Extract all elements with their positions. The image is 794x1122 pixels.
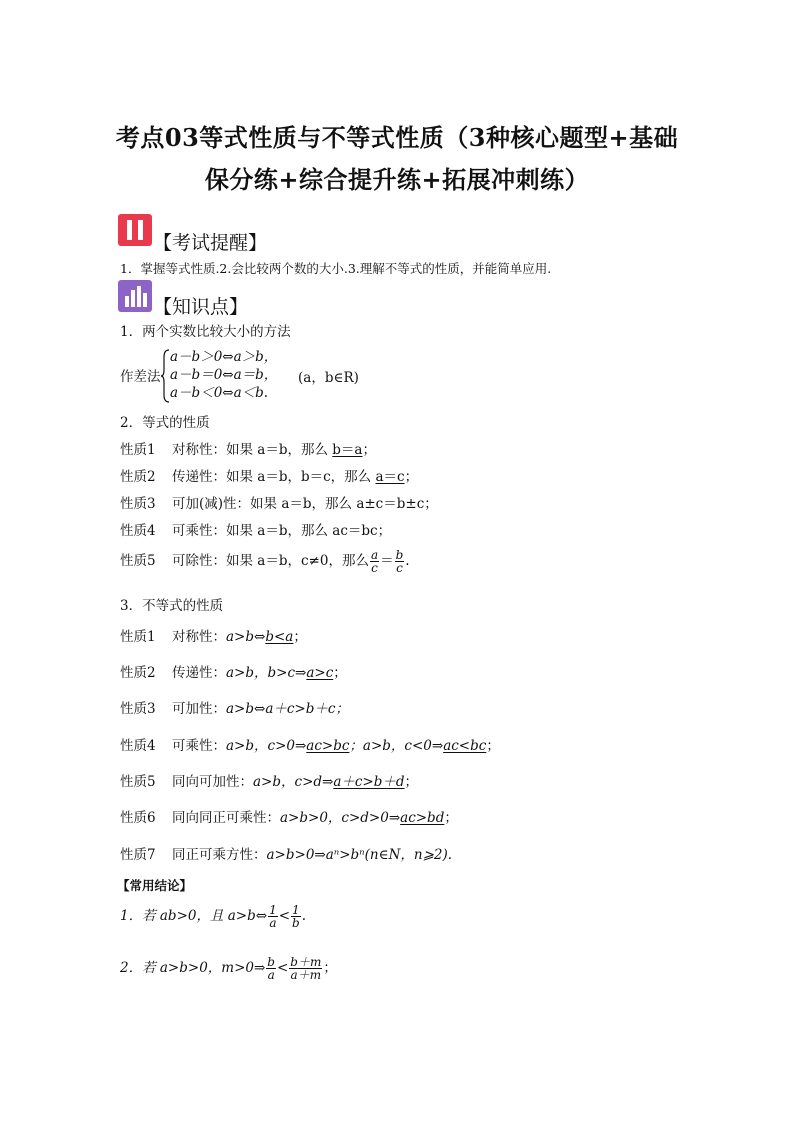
ineq-property-7: [120, 843, 452, 863]
fraction-b-over-c: $\frac{b}{c}$: [395, 548, 404, 575]
equals-sign: ＝: [380, 553, 394, 569]
ineq-property-3: [120, 697, 349, 717]
ineq-property-answer: b<a: [265, 629, 294, 645]
ineq-property-tail: ；: [333, 665, 347, 681]
conclusion-lead: 1．若 ab>0，且 a>b⇔: [120, 908, 268, 924]
document-title-line1: 考点03等式性质与不等式性质（3种核心题型+基础: [115, 123, 679, 152]
cases-list: [170, 348, 277, 402]
ineq-property-tail: ；a>b，c<0⇒: [349, 738, 444, 754]
fraction-a-over-c: $\frac{a}{c}$: [370, 548, 379, 575]
eq-property-name: 传递性：: [172, 469, 226, 485]
ineq-property-name: 可乘性：: [172, 738, 226, 754]
ineq-property-body: a>b⇔: [226, 629, 266, 645]
period: .: [301, 908, 307, 924]
fraction-bm-over-am: $\frac{b+m}{a+m}$: [290, 955, 322, 982]
eq-property-label: 性质1: [120, 442, 156, 458]
eq-property-body: 如果 a＝b，那么: [226, 442, 333, 458]
ineq-property-name: 同向同正可乘性：: [172, 810, 280, 826]
knowledge-heading: 【知识点】: [153, 296, 249, 318]
ineq-property-tail: ；: [404, 774, 419, 790]
pause-bars-icon: [118, 214, 152, 246]
ineq-property-name: 同向可加性：: [172, 774, 253, 790]
ineq-property-answer: a＋c>b＋d: [333, 774, 405, 790]
ineq-property-label: 性质1: [120, 629, 156, 645]
eq-property-label: 性质5: [120, 553, 156, 569]
ineq-property-name: 传递性：: [172, 665, 226, 681]
ineq-property-tail: ；: [444, 810, 458, 826]
case-positive: a－b＞0⇔a＞b，: [170, 349, 278, 365]
common-conclusions-heading: 【常用结论】: [117, 878, 193, 893]
cases-brace: [160, 349, 170, 407]
eq-property-label: 性质2: [120, 469, 156, 485]
ineq-property-body: a>b>0，c>d>0⇒: [280, 810, 401, 826]
eq-property-body: 如果 a＝b，c≠0，那么: [226, 553, 369, 569]
ineq-property-6: [120, 806, 458, 826]
ineq-property-body: a>b，c>0⇒: [226, 738, 307, 754]
fraction-1-over-b: $\frac{1}{b}$: [292, 903, 300, 930]
ineq-property-tail-2: ；: [486, 738, 500, 754]
eq-property-body: 如果 a＝b，b＝c，那么: [226, 469, 376, 485]
ineq-property-label: 性质3: [120, 701, 156, 717]
subheading-equality: 2．等式的性质: [120, 415, 210, 431]
eq-property-label: 性质4: [120, 523, 156, 539]
ineq-property-label: 性质5: [120, 774, 156, 790]
ineq-property-body: a>b⇔a＋c>b＋c；: [226, 701, 349, 717]
document-title-line2: 保分练+综合提升练+拓展冲刺练）: [204, 165, 590, 194]
conclusion-lead: 2．若 a>b>0，m>0⇒: [120, 960, 266, 976]
case-negative: a－b＜0⇔a＜b.: [170, 385, 269, 401]
eq-property-3: [120, 492, 438, 512]
fraction-1-over-a: $\frac{1}{a}$: [269, 903, 277, 930]
eq-property-name: 可加(减)性：: [172, 496, 251, 512]
ineq-property-name: 对称性：: [172, 629, 226, 645]
eq-property-tail: ；: [404, 469, 419, 485]
ineq-property-body: a>b，c>d⇒: [253, 774, 334, 790]
less-than-sign: <: [278, 908, 291, 924]
conclusion-1: [120, 904, 306, 929]
eq-property-name: 可除性：: [172, 553, 226, 569]
ineq-property-name: 同正可乘方性：: [172, 847, 267, 863]
ineq-property-answer: ac>bd: [400, 810, 445, 826]
ineq-property-body: a>b，b>c⇒: [226, 665, 307, 681]
eq-property-name: 对称性：: [172, 442, 226, 458]
domain-note: (a，b∈R): [298, 370, 359, 386]
eq-property-body: 如果 a＝b，那么 ac＝bc；: [226, 523, 392, 539]
ineq-property-label: 性质6: [120, 810, 156, 826]
eq-property-name: 可乘性：: [172, 523, 226, 539]
fraction-b-over-a: $\frac{b}{a}$: [267, 955, 275, 982]
eq-property-tail: ；: [362, 442, 376, 458]
exam-reminder-heading: 【考试提醒】: [153, 232, 268, 254]
eq-property-body: 如果 a＝b，那么 a±c＝b±c；: [250, 496, 438, 512]
eq-property-4: [120, 519, 391, 539]
case-zero: a－b＝0⇔a＝b，: [170, 367, 278, 383]
ineq-property-answer: a>c: [306, 665, 334, 681]
eq-property-5: [120, 549, 410, 574]
less-than-sign: <: [276, 960, 289, 976]
ineq-property-answer-2: ac<bc: [443, 738, 487, 754]
ineq-property-5: [120, 770, 418, 790]
eq-property-answer: a＝c: [375, 469, 405, 485]
eq-property-2: [120, 465, 418, 485]
bar-chart-icon: [118, 280, 152, 312]
ineq-property-label: 性质4: [120, 738, 156, 754]
conclusion-2: [120, 956, 337, 981]
ineq-property-answer: ac>bc: [306, 738, 350, 754]
period: .: [405, 553, 410, 569]
eq-property-answer: b＝a: [332, 442, 363, 458]
ineq-property-body: a>b>0⇒aⁿ>bⁿ(n∈N，n⩾2).: [266, 847, 453, 863]
ineq-property-tail: ；: [293, 629, 307, 645]
semicolon: ；: [323, 960, 337, 976]
eq-property-label: 性质3: [120, 496, 156, 512]
ineq-property-name: 可加性：: [172, 701, 226, 717]
method-label: 作差法: [120, 369, 161, 385]
subheading-inequality: 3．不等式的性质: [120, 598, 224, 614]
ineq-property-label: 性质7: [120, 847, 156, 863]
ineq-property-2: [120, 661, 347, 681]
ineq-property-4: [120, 734, 500, 754]
eq-property-1: [120, 438, 376, 458]
ineq-property-label: 性质2: [120, 665, 156, 681]
ineq-property-1: [120, 625, 307, 645]
subheading-compare: 1．两个实数比较大小的方法: [120, 324, 291, 340]
exam-reminder-item: 1．掌握等式性质.2.会比较两个数的大小.3.理解不等式的性质，并能简单应用.: [120, 261, 552, 276]
